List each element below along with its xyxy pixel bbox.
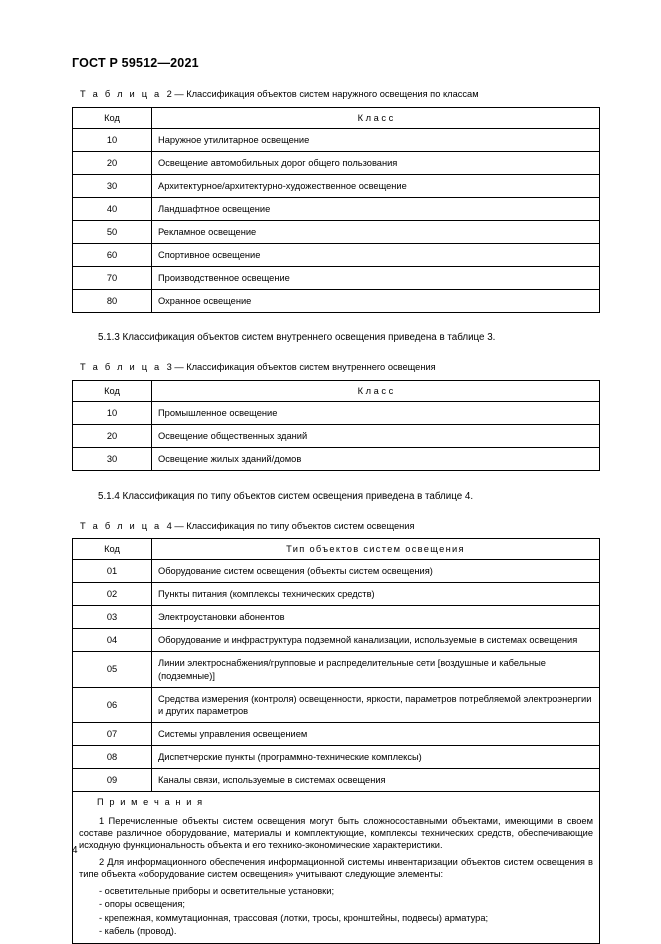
- table3-caption-dash: —: [174, 362, 184, 373]
- table4-caption-dash: —: [174, 520, 184, 531]
- notes-item: - осветительные приборы и осветительные установки;: [99, 886, 335, 897]
- table3-row1-code: 20: [73, 425, 152, 448]
- page-number: 4: [72, 845, 78, 856]
- table-row: [73, 722, 600, 745]
- table2-caption-dash: —: [174, 89, 184, 99]
- table-header-row: [73, 107, 600, 128]
- table2-row3-klass: Ландшафтное освещение: [152, 197, 600, 220]
- table4-row4-type: Линии электроснабжения/групповые и распределительные сети [воздушные и кабельные (подземные)]: [152, 652, 600, 687]
- table3-row2-klass: Освещение жилых зданий/домов: [152, 448, 600, 471]
- notes-paragraph-1: 1 Перечисленные объекты систем освещения могут быть сложносоставными объектами, имеющими в своем составе различное оборудование, материалы и комплектующие, комплексы технических средств, обеспечивающие исходную функциональность объекта и его технико-экономические характеристики.: [79, 815, 593, 851]
- table-row: [73, 267, 600, 290]
- table-row: [73, 128, 600, 151]
- table4-row0-code: 01: [73, 560, 152, 583]
- table3-header-code: Код: [73, 381, 152, 402]
- table4-notes: [73, 792, 600, 944]
- table4-row6-code: 07: [73, 722, 152, 745]
- table-2: [72, 107, 600, 314]
- notes-item: - крепежная, коммутационная, трассовая (лотки, тросы, кронштейны, подвесы) арматура;: [99, 912, 489, 923]
- table-header-row: [73, 381, 600, 402]
- table4-row6-type: Системы управления освещением: [152, 722, 600, 745]
- table4-caption-number: 4: [166, 520, 172, 531]
- notes-item: - кабель (провод).: [99, 925, 177, 936]
- table4-row3-code: 04: [73, 629, 152, 652]
- table2-row5-code: 60: [73, 244, 152, 267]
- paragraph-5-1-3: 5.1.3 Классификация объектов систем внутреннего освещения приведена в таблице 3.: [98, 332, 496, 344]
- table4-row2-code: 03: [73, 606, 152, 629]
- table2-header-klass: К л а с с: [152, 107, 600, 128]
- table4-row5-type: Средства измерения (контроля) освещенности, яркости, параметров потребляемой электроэнергии и других параметров: [152, 687, 600, 722]
- table2-row2-code: 30: [73, 174, 152, 197]
- table-row: [73, 290, 600, 313]
- table2-row5-klass: Спортивное освещение: [152, 244, 600, 267]
- table4-row0-type: Оборудование систем освещения (объекты систем освещения): [152, 560, 600, 583]
- table3-header-klass: К л а с с: [152, 381, 600, 402]
- table3-caption-label: Т а б л и ц а: [80, 362, 162, 373]
- table3-row0-klass: Промышленное освещение: [152, 402, 600, 425]
- table-row: [73, 174, 600, 197]
- table2-row7-code: 80: [73, 290, 152, 313]
- table-row: [73, 425, 600, 448]
- table-header-row: [73, 539, 600, 560]
- table-row: [73, 402, 600, 425]
- table-row: [73, 652, 600, 687]
- document-header: ГОСТ Р 59512—2021: [72, 56, 199, 70]
- table-row: [73, 606, 600, 629]
- table2-caption-title: Классификация объектов систем наружного освещения по классам: [186, 89, 479, 99]
- table-row: [73, 687, 600, 722]
- notes-item: - опоры освещения;: [99, 899, 185, 910]
- table-3: [72, 380, 600, 471]
- table-row: [73, 583, 600, 606]
- table3-caption-title: Классификация объектов систем внутреннего освещения: [186, 362, 436, 373]
- table3-caption: [80, 361, 600, 374]
- table2-row4-klass: Рекламное освещение: [152, 220, 600, 243]
- table4-row8-type: Каналы связи, используемые в системах освещения: [152, 768, 600, 791]
- table4-row2-type: Электроустановки абонентов: [152, 606, 600, 629]
- table2-row2-klass: Архитектурное/архитектурно-художественное освещение: [152, 174, 600, 197]
- table2-caption: [80, 88, 600, 101]
- table3-caption-number: 3: [166, 362, 172, 373]
- page-content: [72, 88, 600, 944]
- table3-row2-code: 30: [73, 448, 152, 471]
- table3-row0-code: 10: [73, 402, 152, 425]
- table4-row7-type: Диспетчерские пункты (программно-технические комплексы): [152, 745, 600, 768]
- notes-title: П р и м е ч а н и я: [97, 797, 204, 807]
- table4-row1-code: 02: [73, 583, 152, 606]
- table4-notes-row: [73, 792, 600, 944]
- table2-row3-code: 40: [73, 197, 152, 220]
- table-row: [73, 220, 600, 243]
- table2-row6-klass: Производственное освещение: [152, 267, 600, 290]
- table-row: [73, 448, 600, 471]
- table-row: [73, 629, 600, 652]
- table2-row6-code: 70: [73, 267, 152, 290]
- table-row: [73, 197, 600, 220]
- table2-row7-klass: Охранное освещение: [152, 290, 600, 313]
- table4-row7-code: 08: [73, 745, 152, 768]
- table3-row1-klass: Освещение общественных зданий: [152, 425, 600, 448]
- table4-row3-type: Оборудование и инфраструктура подземной канализации, используемые в системах освещения: [152, 629, 600, 652]
- table2-caption-number: 2: [166, 89, 172, 99]
- table4-row1-type: Пункты питания (комплексы технических средств): [152, 583, 600, 606]
- table4-row8-code: 09: [73, 768, 152, 791]
- table4-caption: [80, 520, 600, 533]
- table4-caption-title: Классификация по типу объектов систем освещения: [186, 520, 415, 531]
- table4-row5-code: 06: [73, 687, 152, 722]
- table-row: [73, 560, 600, 583]
- table4-caption-label: Т а б л и ц а: [80, 520, 162, 531]
- table2-row1-code: 20: [73, 151, 152, 174]
- table2-caption-label: Т а б л и ц а: [80, 89, 162, 99]
- table2-header-code: Код: [73, 107, 152, 128]
- table2-row4-code: 50: [73, 220, 152, 243]
- table4-header-type: Тип объектов систем освещения: [286, 544, 465, 555]
- table2-row1-klass: Освещение автомобильных дорог общего пользования: [152, 151, 600, 174]
- notes-paragraph-2: 2 Для информационного обеспечения информационной системы инвентаризации объектов систем освещения в типе объекта «оборудование систем освещения» учитывают следующие элементы:: [79, 857, 593, 880]
- table-row: [73, 768, 600, 791]
- table-row: [73, 151, 600, 174]
- table2-row0-klass: Наружное утилитарное освещение: [152, 128, 600, 151]
- table-row: [73, 745, 600, 768]
- table-row: [73, 244, 600, 267]
- paragraph-5-1-4: 5.1.4 Классификация по типу объектов систем освещения приведена в таблице 4.: [98, 491, 474, 503]
- table4-row4-code: 05: [73, 652, 152, 687]
- table2-row0-code: 10: [73, 128, 152, 151]
- table4-header-code: Код: [73, 539, 152, 560]
- table-4: [72, 538, 600, 944]
